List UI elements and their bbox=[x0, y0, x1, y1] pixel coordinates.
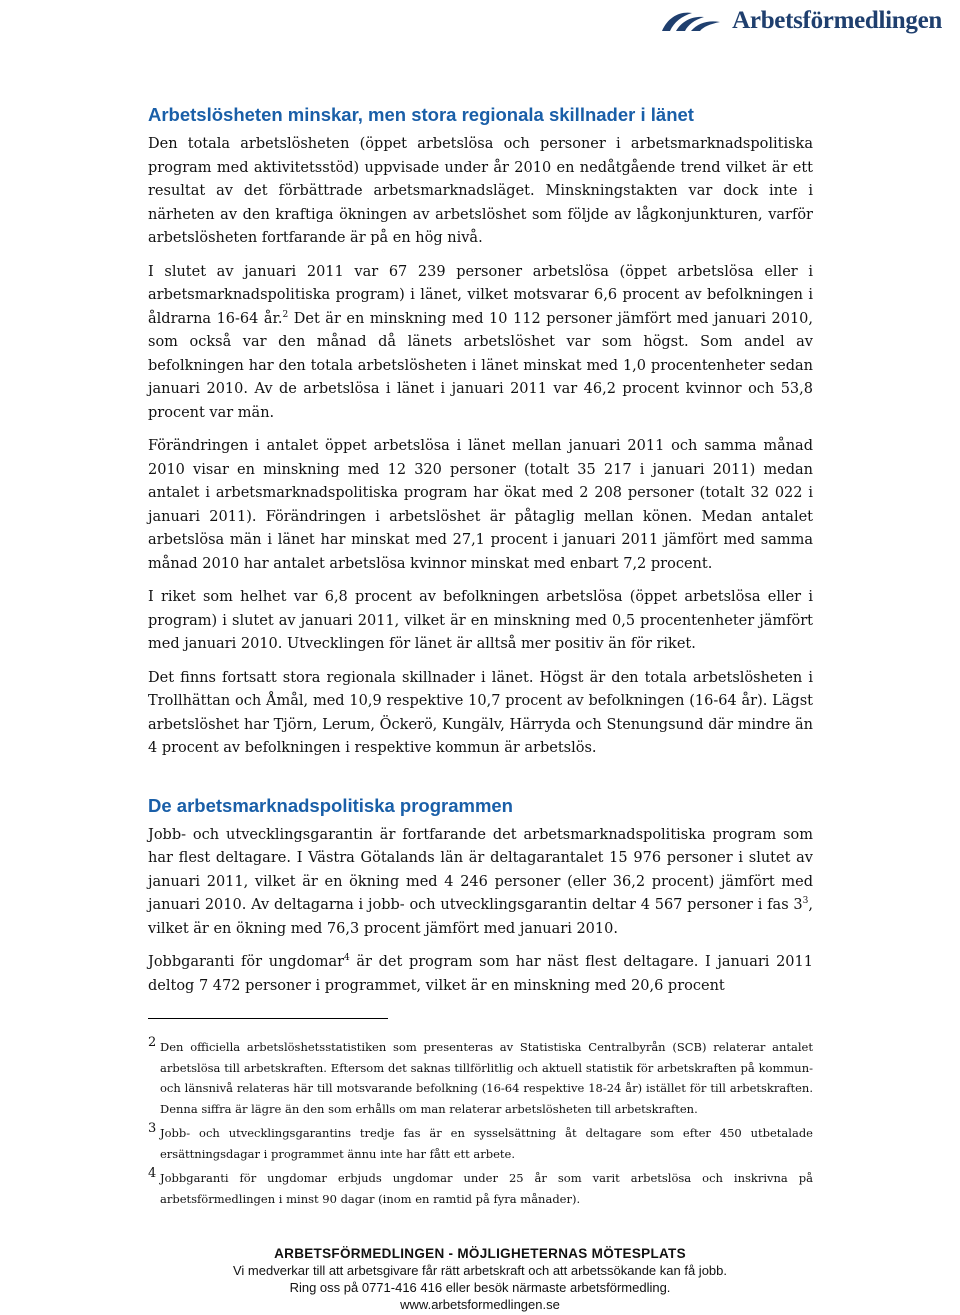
page-footer bbox=[0, 1245, 960, 1313]
footnote-ref-3: 3 bbox=[802, 896, 809, 907]
section-heading-program: De arbetsmarknadspolitiska programmen bbox=[148, 794, 513, 816]
logo-text: Arbetsförmedlingen bbox=[732, 7, 942, 34]
paragraph-2-text-a: I slutet av januari 2011 var 67 239 personer arbetslösa (öppet arbetslösa eller i arbetsmarknadspolitiska program) i länet, vilket motsvarar 6,6 procent av befolkningen i åldrarna 16-64 år. bbox=[148, 263, 813, 327]
footnote bbox=[148, 1168, 813, 1209]
paragraph-6 bbox=[148, 824, 813, 942]
footnote-number: 3 bbox=[148, 1121, 157, 1136]
footer-org: ARBETSFÖRMEDLINGEN - MÖJLIGHETERNAS MÖTESPLATS bbox=[274, 1246, 686, 1261]
paragraph-6-text-b: , vilket är en ökning med 76,3 procent jämfört med januari 2010. bbox=[148, 897, 813, 937]
paragraph-5: Det finns fortsatt stora regionala skillnader i länet. Högst är den totala arbetslösheten i Trollhättan och Åmål, med 10,9 respektive 10,7 procent av befolkningen (16-64 år). Lägst arbetslöshet har Tjörn, Lerum, Öckerö, Kungälv, Härryda och Stenungsund där mindre än 4 procent av befolkningen i respektive kommun är arbetslös. bbox=[148, 669, 813, 756]
arbetsformedlingen-logo bbox=[658, 4, 942, 38]
paragraph-2 bbox=[148, 261, 813, 426]
footnote bbox=[148, 1037, 813, 1119]
footnote-text: Jobb- och utvecklingsgarantins tredje fas är en sysselsättning åt deltagare som efter 450 utbetalade ersättningsdagar i programmet ännu inte har fått ett arbete. bbox=[160, 1126, 813, 1161]
footer-line-1: Vi medverkar till att arbetsgivare får rätt arbetskraft och att arbetssökande kan få jobb. bbox=[232, 1263, 727, 1278]
footer-url[interactable]: www.arbetsformedlingen.se bbox=[400, 1297, 560, 1312]
paragraph-3: Förändringen i antalet öppet arbetslösa i länet mellan januari 2011 och samma månad 2010 visar en minskning med 12 320 personer (totalt 35 217 i januari 2011) medan antalet i arbetsmarknadspolitiska program har ökat med 2 208 personer (totalt 32 022 i januari 2011). Förändringen i arbetslöshet är påtaglig mellan könen. Medan antalet arbetslösa män i länet har minskat med 27,1 procent i januari 2011 jämfört med samma månad 2010 har antalet arbetslösa kvinnor minskat med enbart 7,2 procent. bbox=[148, 438, 813, 572]
footnote-ref-2: 2 bbox=[282, 309, 289, 320]
footnote-text: Jobbgaranti för ungdomar erbjuds ungdomar under 25 år som varit arbetslösa och inskrivna på arbetsförmedlingen i minst 90 dagar (inom en ramtid på fyra månader). bbox=[160, 1171, 813, 1206]
paragraph-1: Den totala arbetslösheten (öppet arbetslösa och personer i arbetsmarknadspolitiska program med aktivitetsstöd) uppvisade under år 2010 en nedåtgående trend vilket är ett resultat av det förbättrade arbetsmarknadsläget. Minskningstakten var dock inte i närheten av den kraftiga ökningen av arbetslöshet som följde av lågkonjunkturen, varför arbetslösheten fortfarande är på en hög nivå. bbox=[148, 136, 813, 246]
footnote-ref-4: 4 bbox=[344, 953, 350, 964]
paragraph-6-text-a: Jobb- och utvecklingsgarantin är fortfarande det arbetsmarknadspolitiska program som har flest deltagare. I Västra Götalands län är deltagarantalet 15 976 personer i slutet av januari 2011, vilket är en ökning med 4 246 personer (eller 36,2 procent) jämfört med januari 2010. Av deltagarna i jobb- och utvecklingsgarantin deltar 4 567 personer i fas 3 bbox=[148, 826, 813, 913]
footnote bbox=[148, 1123, 813, 1164]
footnote-text: Den officiella arbetslöshetsstatistiken som presenteras av Statistiska Centralbyrån (SCB) relaterar antalet arbetslösa till arbetskraften. Eftersom det saknas tillförlitlig och aktuell statistik för arbetskraften på kommun- och länsnivå relateras här till motsvarande befolkning (16-64 respektive 18-24 år) istället för till arbetskraften. Denna siffra är lägre än den som erhålls om man relaterar arbetslösheten till arbetskraften. bbox=[160, 1040, 813, 1116]
footnote-number: 4 bbox=[148, 1166, 157, 1181]
paragraph-7 bbox=[148, 951, 813, 998]
footnote-divider bbox=[148, 1018, 388, 1019]
crown-logo-icon bbox=[658, 7, 726, 35]
paragraph-2-text-b: Det är en minskning med 10 112 personer jämfört med januari 2010, som också var den månad då länets arbetslöshet var som högst. Som andel av befolkningen har den totala arbetslösheten i länet minskat med 1,0 procentenheter sedan januari 2010. Av de arbetslösa i länet i januari 2011 var 46,2 procent kvinnor och 53,8 procent var män. bbox=[148, 310, 814, 421]
paragraph-7-text-a: Jobbgaranti för ungdomar bbox=[148, 954, 345, 970]
document-body bbox=[148, 103, 813, 1209]
paragraph-7-text-b: är det program som har näst flest deltagare. I januari 2011 deltog 7 472 personer i programmet, vilket är en minskning med 20,6 procent bbox=[148, 954, 813, 994]
footnotes bbox=[148, 1037, 813, 1209]
footer-line-2: Ring oss på 0771-416 416 eller besök närmaste arbetsförmedling. bbox=[289, 1280, 671, 1295]
section-heading-arbetsloshet: Arbetslösheten minskar, men stora regionala skillnader i länet bbox=[148, 104, 694, 125]
paragraph-4: I riket som helhet var 6,8 procent av befolkningen arbetslösa (öppet arbetslösa eller i program) i slutet av januari 2011, vilket är en minskning med 0,5 procentenheter jämfört med januari 2010. Utvecklingen för länet är alltså mer positiv än för riket. bbox=[148, 589, 813, 652]
footnote-number: 2 bbox=[148, 1035, 157, 1050]
